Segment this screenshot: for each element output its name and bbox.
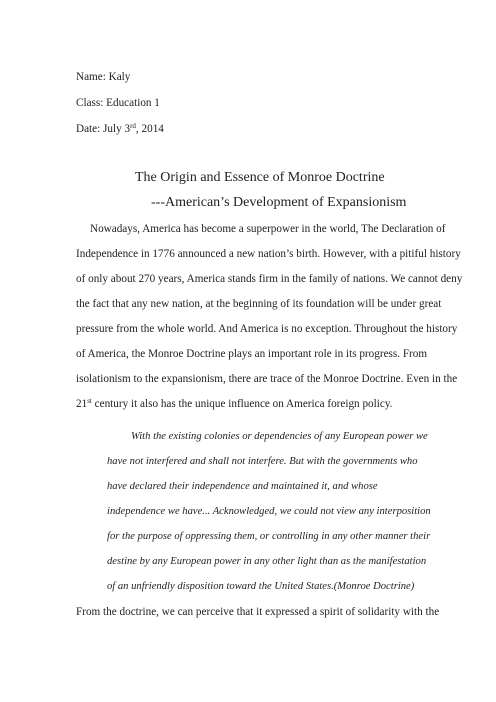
date-superscript: rd [130,122,136,130]
date-prefix: Date: July 3 [76,123,131,135]
quote-line: have not interfered and shall not interfere. But with the governments who [107,456,418,467]
quote-line: independence we have... Acknowledged, we could not view any interposition [107,506,431,517]
quote-line: for the purpose of oppressing them, or controlling in any other manner their [107,531,431,542]
paragraph1-line-last [76,397,392,411]
document-subtitle: ---American’s Development of Expansionism [151,195,407,210]
century-superscript: st [87,397,92,405]
century-number: 21 [76,398,88,410]
date-suffix: , 2014 [135,123,164,135]
quote-line: of an unfriendly disposition toward the United States.(Monroe Doctrine) [107,581,415,592]
student-name: Name: Kaly [76,71,131,83]
quote-line: With the existing colonies or dependencies of any European power we [131,431,428,442]
student-class: Class: Education 1 [76,97,160,109]
paragraph1-line: of America, the Monroe Doctrine plays an important role in its progress. From [76,348,428,360]
paragraph1-line: the fact that any new nation, at the beginning of its foundation will be under great [76,298,442,310]
quote-line: destine by any European power in any other light than as the manifestation [107,556,427,567]
paragraph1-line: Independence in 1776 announced a new nation’s birth. However, with a pitiful history [76,248,461,260]
paragraph1-line: isolationism to the expansionism, there are trace of the Monroe Doctrine. Even in the [76,373,458,385]
paragraph1-line: Nowadays, America has become a superpower in the world, The Declaration of [90,223,446,235]
paragraph1-line: pressure from the whole world. And America is no exception. Throughout the history [76,323,458,335]
paragraph1-line: of only about 270 years, America stands firm in the family of nations. We cannot deny [76,273,463,285]
paragraph2-line: From the doctrine, we can perceive that it expressed a spirit of solidarity with the [76,606,440,618]
document-title: The Origin and Essence of Monroe Doctrine [135,170,385,185]
quote-line: have declared their independence and maintained it, and whose [107,481,378,492]
century-text: century it also has the unique influence on America foreign policy. [91,398,393,410]
document-date [76,122,164,136]
